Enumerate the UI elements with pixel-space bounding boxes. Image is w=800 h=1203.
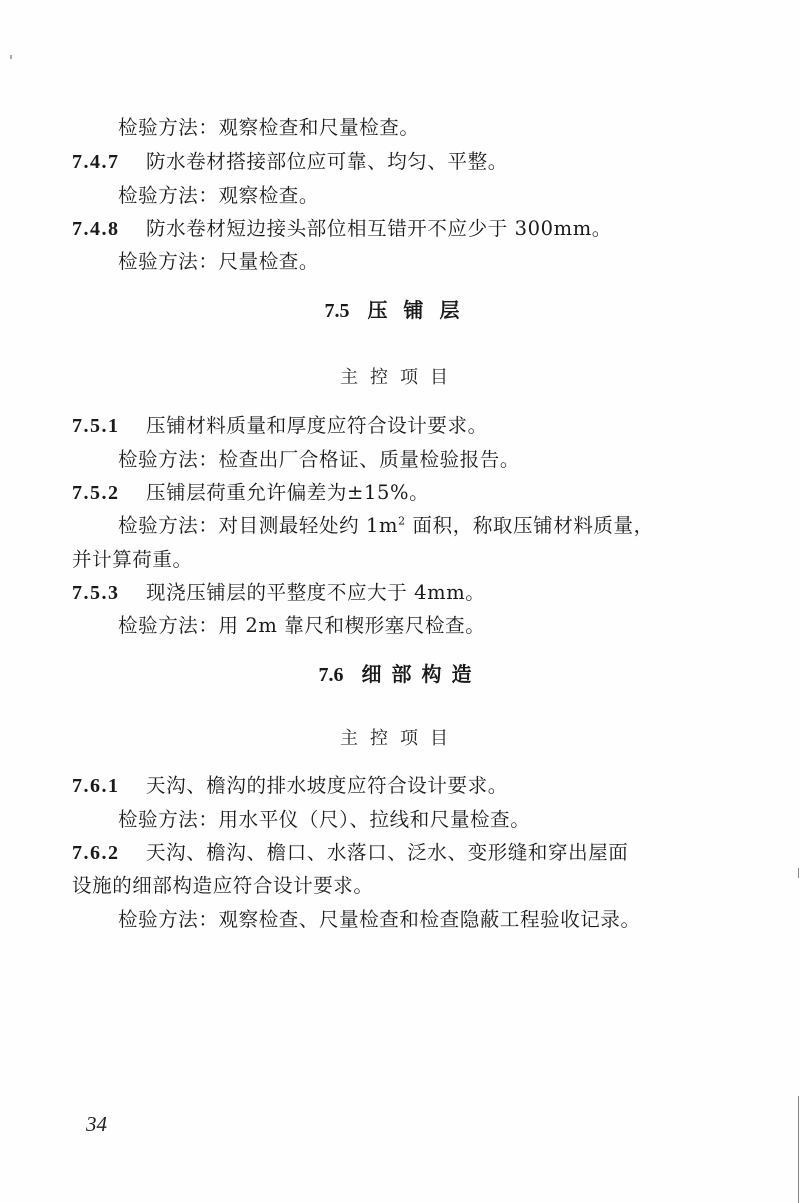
inspection-method-text: 检验方法：检查出厂合格证、质量检验报告。 [118,448,521,471]
clause-7-6-2 [72,839,628,867]
clause-7-4-7 [72,148,508,176]
superscript: 2 [398,514,406,528]
inspection-method-line [118,182,319,210]
inspection-method-line [118,906,641,934]
page-number: 34 [86,1112,107,1136]
clause-text: 压铺材料质量和厚度应符合设计要求。 [146,414,488,437]
clause-text: 天沟、檐沟、檐口、水落口、泛水、变形缝和穿出屋面 [146,841,629,864]
clause-text: 压铺层荷重允许偏差为±15%。 [146,481,430,504]
inspection-method-line [118,612,485,640]
inspection-method-text: 检验方法：对目测最轻处约 1m [118,514,399,537]
clause-number: 7.4.7 [72,151,120,173]
inspection-method-text: 检验方法：观察检查和尺量检查。 [118,116,420,139]
clause-text: 防水卷材短边接头部位相互错开不应少于 300mm。 [146,217,612,240]
section-title: 压铺层 [367,298,476,322]
section-heading-7-6 [0,660,800,689]
clause-7-5-2 [72,479,429,507]
inspection-method-text: 检验方法：用水平仪（尺）、拉线和尺量检查。 [118,808,531,831]
clause-number: 7.6.2 [72,842,120,864]
inspection-method-line [118,446,520,474]
inspection-method-text: 检验方法：观察检查。 [118,184,320,207]
inspection-method-text: 面积，称取压铺材料质量， [405,514,654,537]
section-heading-7-5 [0,296,800,325]
clause-number: 7.5.3 [72,582,120,604]
subheading-main-control-items [0,726,800,752]
inspection-method-text: 检验方法：尺量检查。 [118,250,320,273]
clause-number: 7.6.1 [72,775,120,797]
section-title: 细部构造 [361,662,482,686]
clause-number: 7.5.2 [72,482,120,504]
scan-edge-mark [798,1096,799,1203]
inspection-method-text: 并计算荷重。 [72,548,193,571]
inspection-method-line [118,114,420,142]
clause-7-4-8 [72,215,612,243]
clause-number: 7.5.1 [72,415,120,437]
clause-text: 设施的细部构造应符合设计要求。 [72,874,374,897]
subheading-main-control-items [0,365,800,391]
subheading-text: 主控项目 [340,728,460,749]
clause-continuation [72,872,374,900]
inspection-method-line [118,806,530,834]
clause-text: 防水卷材搭接部位应可靠、均匀、平整。 [146,150,508,173]
clause-7-5-3 [72,579,485,607]
clause-number: 7.4.8 [72,218,120,240]
clause-text: 现浇压铺层的平整度不应大于 4mm。 [146,581,486,604]
clause-7-6-1 [72,772,508,800]
section-number: 7.6 [318,664,344,686]
inspection-method-line [118,512,654,540]
scan-edge-mark [798,868,799,878]
clause-text: 天沟、檐沟的排水坡度应符合设计要求。 [146,774,508,797]
inspection-method-text: 检验方法：观察检查、尺量检查和检查隐蔽工程验收记录。 [118,908,641,931]
inspection-method-text: 检验方法：用 2m 靠尺和楔形塞尺检查。 [118,614,486,637]
inspection-method-continuation [72,546,193,574]
section-number: 7.5 [324,300,350,322]
subheading-text: 主控项目 [340,367,460,388]
clause-7-5-1 [72,412,488,440]
scan-speck [10,55,12,59]
inspection-method-line [118,248,319,276]
